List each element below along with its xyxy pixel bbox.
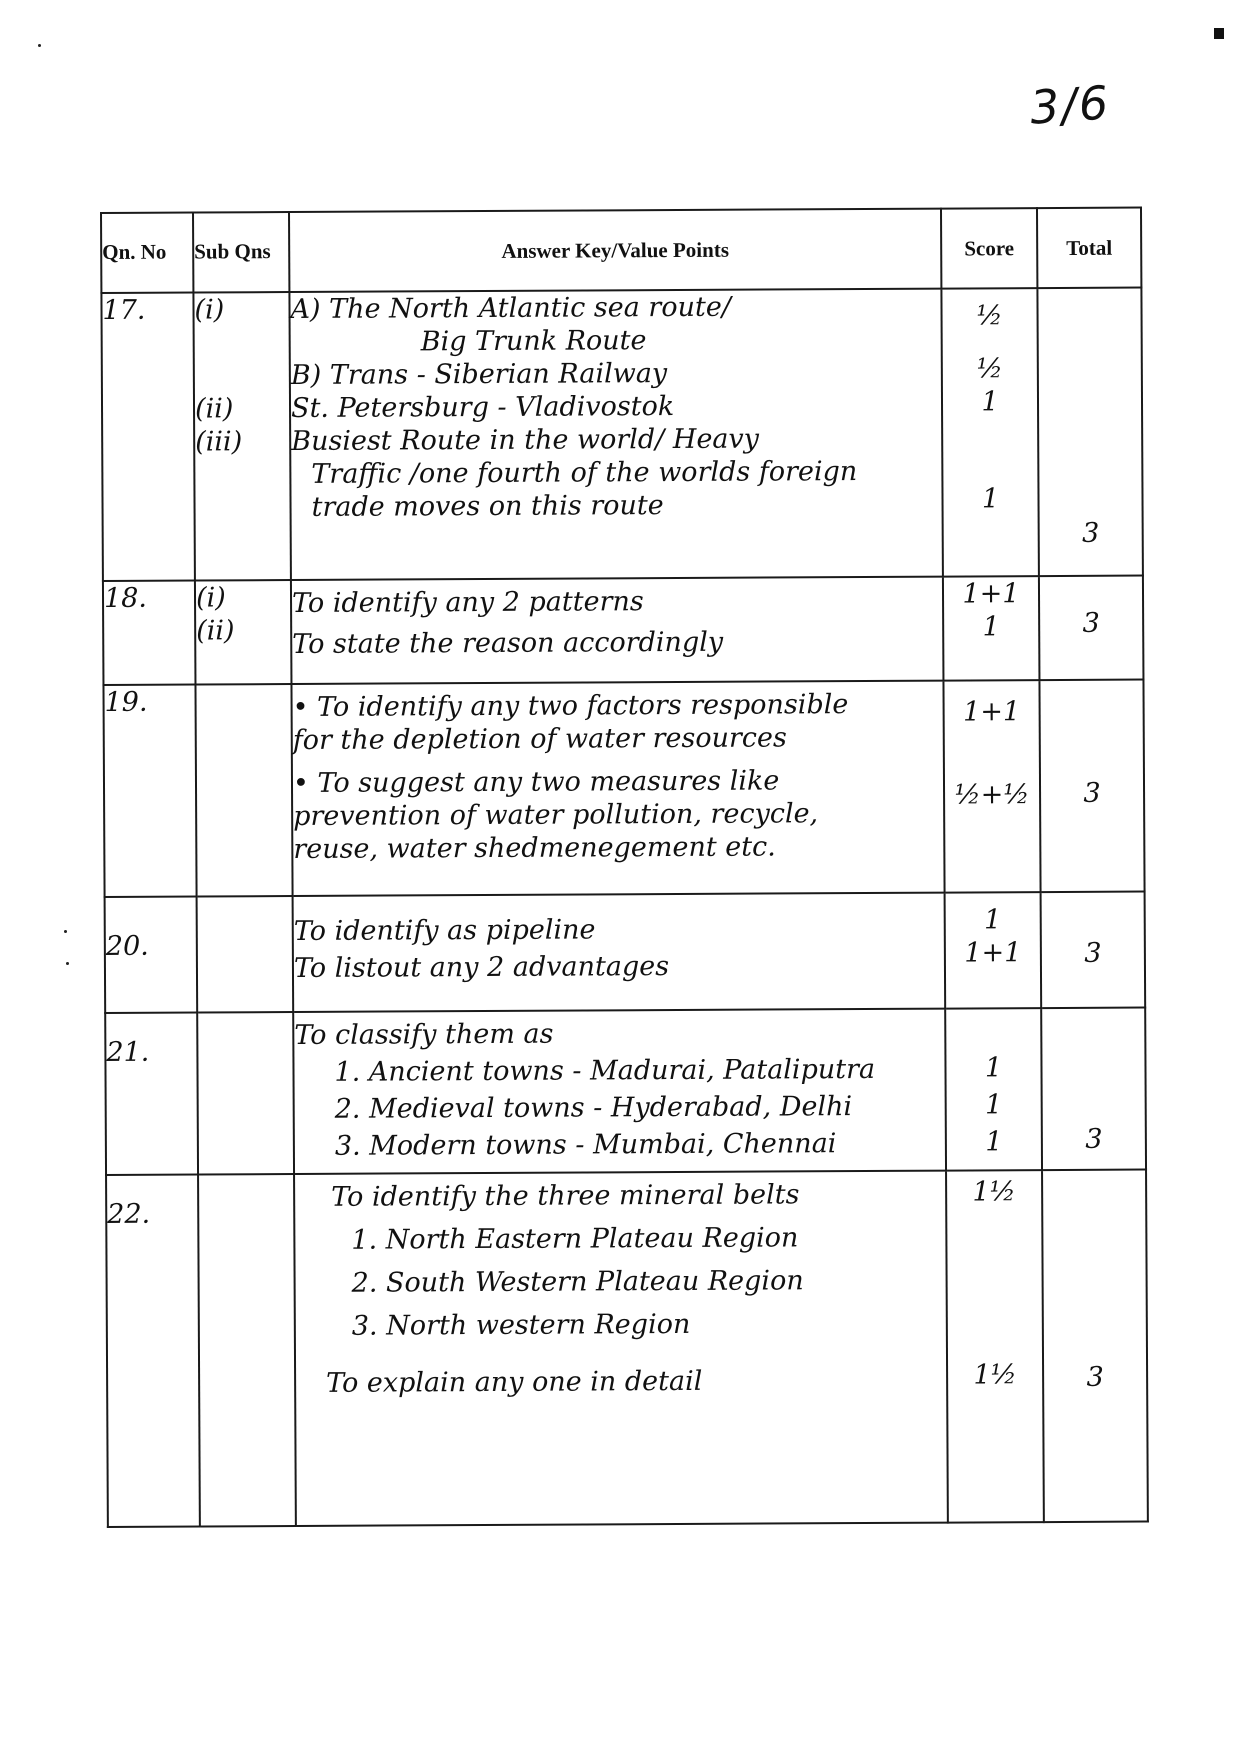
answer-line: A) The North Atlantic sea route/	[290, 291, 731, 326]
header-total: Total	[1037, 208, 1141, 289]
answer-line: Big Trunk Route	[420, 325, 647, 358]
score-cell	[943, 680, 1040, 892]
answer-line: 1. Ancient towns - Madurai, Pataliputra	[334, 1053, 876, 1088]
total-cell	[1041, 892, 1146, 1009]
sub-questions	[195, 684, 292, 896]
scan-speck	[64, 930, 67, 933]
answer-line: Busiest Route in the world/ Heavy	[291, 423, 760, 458]
answer-line: for the depletion of water resources	[292, 722, 787, 756]
total-value: 3	[1083, 777, 1101, 809]
score-value: ½+½	[954, 779, 1030, 811]
score-value: ½	[976, 300, 1003, 332]
page-number: 3/6	[1028, 75, 1112, 135]
question-number: 20.	[105, 897, 198, 1013]
answer-line: To explain any one in detail	[326, 1365, 703, 1399]
answer-line: reuse, water shedmenegement etc.	[293, 831, 776, 865]
table-row	[103, 576, 1144, 685]
score-cell	[945, 1008, 1042, 1171]
total-value: 3	[1082, 607, 1100, 639]
scan-speck	[38, 44, 41, 47]
question-number: 21.	[105, 1013, 198, 1175]
answer-points	[289, 289, 942, 580]
sub-questions	[195, 580, 292, 685]
answer-points	[291, 681, 944, 896]
answer-line: To listout any 2 advantages	[293, 951, 670, 984]
table-header-row	[101, 208, 1141, 293]
answer-line: 2. South Western Plateau Region	[351, 1265, 804, 1299]
answer-line: To state the reason accordingly	[292, 626, 724, 660]
question-number: 17.	[101, 293, 195, 581]
total-cell	[1039, 680, 1144, 893]
answer-line: St. Petersburg - Vladivostok	[290, 390, 675, 425]
total-cell	[1037, 288, 1143, 577]
corner-mark	[1214, 28, 1224, 39]
score-value: 1	[984, 904, 1002, 936]
header-sub-qns: Sub Qns	[193, 212, 289, 293]
table-row	[106, 1170, 1148, 1527]
sub-question: (ii)	[194, 393, 234, 425]
score-cell	[941, 288, 1039, 576]
answer-points	[291, 577, 944, 684]
answer-line: To identify the three mineral belts	[331, 1179, 800, 1213]
sub-question: (iii)	[195, 426, 243, 458]
score-cell	[943, 576, 1040, 681]
score-value: 1+1	[962, 578, 1020, 610]
sub-questions	[197, 1012, 294, 1175]
answer-line: trade moves on this route	[311, 490, 664, 523]
score-cell	[946, 1170, 1044, 1522]
total-value: 3	[1082, 517, 1100, 549]
header-answer-key: Answer Key/Value Points	[289, 209, 941, 292]
total-value: 3	[1084, 937, 1102, 969]
score-value: 1+1	[964, 937, 1022, 969]
question-number: 19.	[103, 685, 196, 897]
question-number: 18.	[103, 581, 196, 685]
question-number: 22.	[106, 1174, 200, 1526]
sub-questions	[193, 292, 291, 580]
score-cell	[945, 892, 1042, 1009]
total-cell	[1042, 1170, 1148, 1523]
answer-line: B) Trans - Siberian Railway	[290, 358, 668, 392]
answer-key-table	[100, 207, 1149, 1528]
table-row	[105, 1008, 1146, 1175]
answer-line: prevention of water pollution, recycle,	[293, 798, 819, 832]
answer-line: To identify any 2 patterns	[291, 586, 644, 619]
answer-line: 1. North Eastern Plateau Region	[351, 1222, 799, 1256]
score-value: 1	[985, 1126, 1003, 1158]
score-value: 1½	[972, 1176, 1016, 1208]
total-cell	[1039, 576, 1144, 681]
score-value: 1	[981, 386, 999, 418]
sub-question: (i)	[194, 294, 225, 326]
table-row	[103, 680, 1144, 897]
table-row	[101, 288, 1142, 581]
answer-line: To classify them as	[294, 1018, 554, 1051]
score-value: 1	[984, 1052, 1003, 1084]
score-value: 1+1	[963, 696, 1021, 728]
sub-questions	[197, 896, 294, 1013]
table-row	[105, 892, 1146, 1013]
total-cell	[1041, 1008, 1146, 1171]
header-score: Score	[941, 208, 1037, 289]
answer-points	[293, 893, 946, 1012]
sub-questions	[198, 1174, 296, 1526]
sub-question: (ii)	[196, 615, 235, 647]
answer-points	[294, 1171, 948, 1526]
answer-line: 3. Modern towns - Mumbai, Chennai	[334, 1128, 837, 1162]
score-value: 1	[985, 1089, 1003, 1121]
answer-line: 3. North western Region	[351, 1308, 691, 1342]
answer-line: • To identify any two factors responsible	[292, 689, 849, 723]
score-value: ½	[976, 353, 1003, 385]
sub-question: (i)	[195, 582, 226, 614]
score-value: 1	[981, 483, 1000, 515]
score-value: 1	[982, 611, 1000, 643]
answer-points	[293, 1009, 946, 1174]
score-value: 1½	[973, 1359, 1017, 1391]
total-value: 3	[1086, 1361, 1104, 1393]
scan-speck	[66, 962, 69, 965]
answer-line: Traffic /one fourth of the worlds foreign	[311, 456, 858, 490]
header-qn-no: Qn. No	[101, 213, 193, 293]
answer-line: • To suggest any two measures like	[292, 765, 780, 799]
answer-line: To identify as pipeline	[293, 914, 596, 947]
total-value: 3	[1085, 1123, 1103, 1155]
answer-line: 2. Medieval towns - Hyderabad, Delhi	[334, 1091, 853, 1125]
